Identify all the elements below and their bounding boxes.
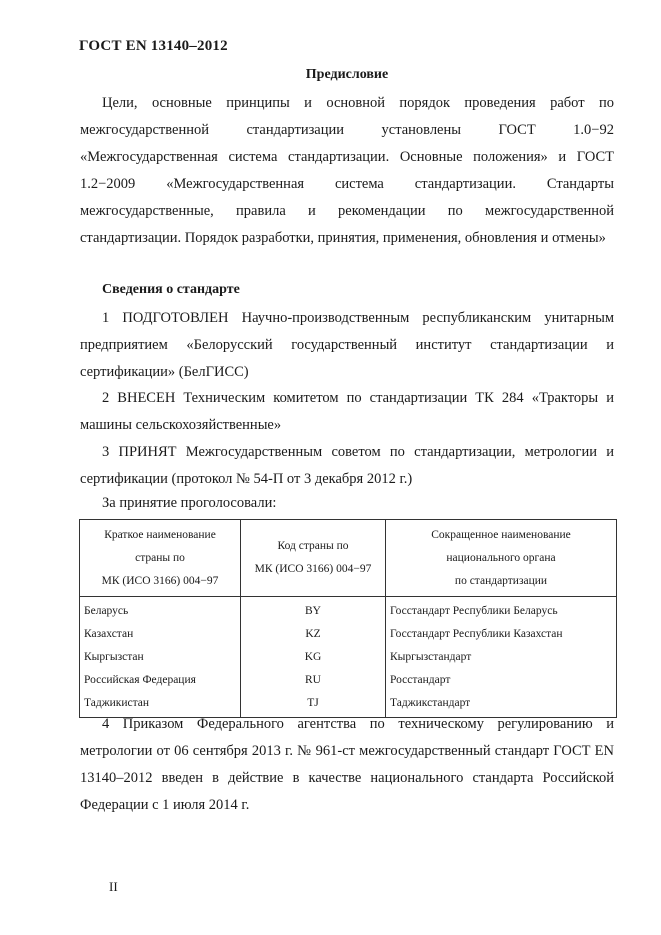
voting-table <box>79 519 617 718</box>
standard-info-heading: Сведения о стандарте <box>102 282 240 297</box>
foreword-title: Предисловие <box>305 67 389 82</box>
cell-body: Росстандарт <box>386 669 617 692</box>
cell-country: Казахстан <box>80 623 241 646</box>
foreword-paragraph: Цели, основные принципы и основной порядок проведения работ по межгосударственной стандартизации установлены ГОСТ 1.0−92 «Межгосударственная система стандартизации. Основные положения» и ГОСТ 1.2−2009 «Межгосударственная система стандартизации. Стандарты межгосударственные, правила и рекомендации по межгосударственной стандартизации. Порядок разработки, принятия, применения, обновления и отмены» <box>80 95 614 246</box>
table-row <box>80 623 617 646</box>
document-header: ГОСТ EN 13140–2012 <box>79 38 228 54</box>
cell-body: Таджикстандарт <box>386 692 617 718</box>
header-country-name: Краткое наименование страны по МК (ИСО 3166) 004−97 <box>80 520 241 597</box>
info-item-3: 3 ПРИНЯТ Межгосударственным советом по стандартизации, метрологии и сертификации (протокол № 54-П от 3 декабря 2012 г.) <box>80 444 614 487</box>
cell-code: KG <box>241 646 386 669</box>
page-number: II <box>109 879 118 894</box>
cell-code: BY <box>241 597 386 624</box>
cell-code: KZ <box>241 623 386 646</box>
info-item-4: 4 Приказом Федерального агентства по техническому регулированию и метрологии от 06 сентября 2013 г. № 961-ст межгосударственный стандарт ГОСТ EN 13140–2012 введен в действие в качестве национального стандарта Российской Федерации с 1 июля 2014 г. <box>80 716 614 813</box>
cell-country: Российская Федерация <box>80 669 241 692</box>
cell-country: Беларусь <box>80 597 241 624</box>
header-country-code: Код страны по МК (ИСО 3166) 004−97 <box>241 520 386 597</box>
cell-code: RU <box>241 669 386 692</box>
cell-body: Кыргызстандарт <box>386 646 617 669</box>
table-row <box>80 669 617 692</box>
table-header-row <box>80 520 617 597</box>
cell-code: TJ <box>241 692 386 718</box>
vote-label: За принятие проголосовали: <box>102 495 277 511</box>
cell-body: Госстандарт Республики Беларусь <box>386 597 617 624</box>
table-row <box>80 646 617 669</box>
cell-body: Госстандарт Республики Казахстан <box>386 623 617 646</box>
cell-country: Кыргызстан <box>80 646 241 669</box>
header-national-body: Сокращенное наименование национального органа по стандартизации <box>386 520 617 597</box>
table-row <box>80 597 617 624</box>
info-item-2: 2 ВНЕСЕН Техническим комитетом по стандартизации ТК 284 «Тракторы и машины сельскохозяйственные» <box>80 390 614 433</box>
info-item-1: 1 ПОДГОТОВЛЕН Научно-производственным республиканским унитарным предприятием «Белорусский государственный институт стандартизации и сертификации» (БелГИСС) <box>80 310 614 380</box>
cell-country: Таджикистан <box>80 692 241 718</box>
